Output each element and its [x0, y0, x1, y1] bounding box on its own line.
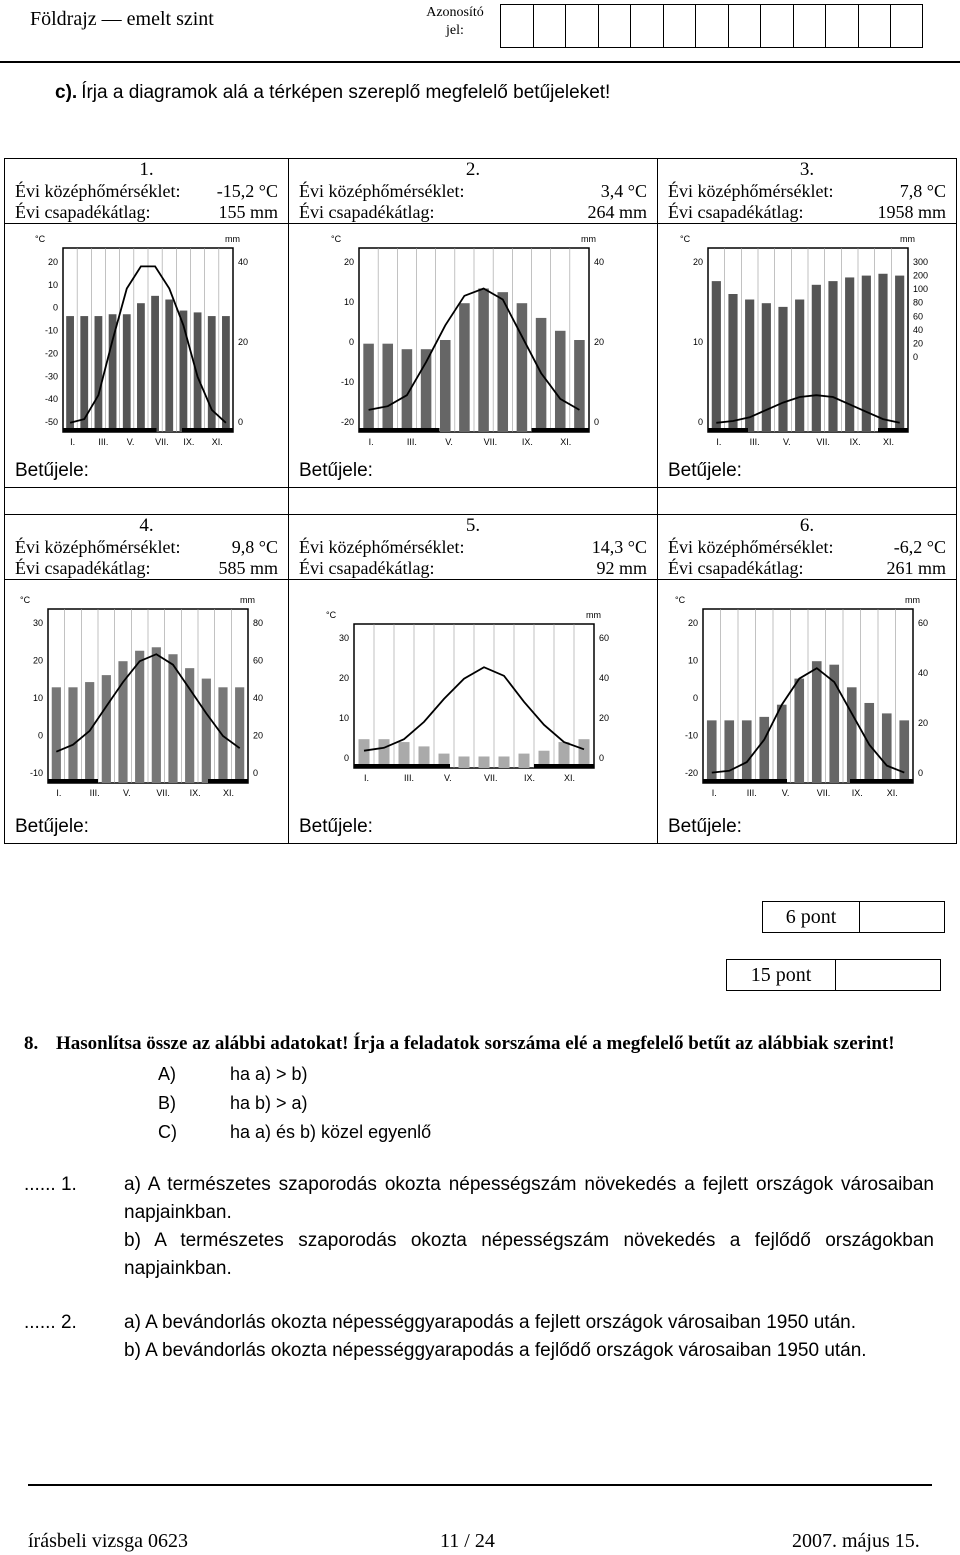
option-c: C) ha a) és b) közel egyenlő: [158, 1122, 432, 1142]
id-box[interactable]: [825, 4, 858, 48]
answer-slot-2[interactable]: ...... 2.: [24, 1312, 77, 1333]
temp-tick-label: 0: [348, 337, 354, 347]
precip-tick-label: 0: [599, 753, 605, 763]
month-label: VII.: [816, 788, 831, 798]
diagram-6-cell: [658, 580, 957, 811]
month-label: VII.: [484, 773, 498, 783]
diagram-4-header: 4. Évi középhőmérséklet: 9,8 °C Évi csapadékátlag: 585 mm: [5, 515, 289, 580]
frost-strip: [708, 428, 748, 432]
id-box[interactable]: [728, 4, 761, 48]
month-label: VII.: [483, 437, 498, 447]
precip-bar: [497, 292, 508, 432]
precip-bar: [762, 303, 771, 432]
temp-tick-label: 0: [692, 693, 698, 703]
climate-diagram-1: [27, 224, 267, 454]
month-label: III.: [97, 437, 108, 447]
diagram-6-header: 6. Évi középhőmérséklet: -6,2 °C Évi csapadékátlag: 261 mm: [658, 515, 957, 580]
temp-tick-label: 0: [52, 302, 58, 313]
precip-tick-label: 100: [913, 284, 929, 295]
climate-diagram-2: [323, 224, 623, 454]
month-label: I.: [711, 788, 717, 798]
letter-field-3[interactable]: Betűjele:: [658, 454, 957, 488]
month-label: VII.: [155, 788, 170, 798]
header-title: Földrajz — emelt szint: [30, 8, 214, 30]
temp-tick-label: 30: [338, 633, 349, 643]
precip-bar: [363, 344, 374, 432]
id-box[interactable]: [695, 4, 728, 48]
month-label: IX.: [849, 437, 861, 447]
temp-tick-label: 10: [343, 297, 354, 307]
precip-bar: [517, 303, 528, 432]
temp-tick-label: 20: [692, 257, 703, 267]
diagram-5-header: 5. Évi középhőmérséklet: 14,3 °C Évi csapadékátlag: 92 mm: [289, 515, 658, 580]
temp-tick-label: 0: [697, 417, 703, 427]
footer-divider: [28, 1484, 932, 1486]
month-label: XI.: [560, 437, 572, 447]
precip-tick-label: 0: [237, 417, 243, 427]
precip-bar: [878, 274, 887, 432]
precip-bar: [795, 300, 804, 432]
month-label: XI.: [222, 788, 234, 798]
month-label: III.: [89, 788, 100, 798]
precip-bar: [151, 647, 160, 783]
task-c-instruction: c). Írja a diagramok alá a térképen szereplő megfelelő betűjeleket!: [55, 82, 611, 103]
precip-bar: [179, 311, 187, 432]
climate-diagram-4: [12, 585, 282, 805]
item-2: ...... 2. a) A bevándorlás okozta népességgyarapodás a fejlett országok városaiban 1950 után. b) A bevándorlás okozta népességgyarapodás a fejlődő országok városaiban 1950 után.: [24, 1309, 934, 1365]
precip-bar: [812, 285, 821, 432]
precip-bar: [828, 281, 837, 432]
month-label: I.: [69, 437, 75, 447]
precip-bar: [478, 288, 489, 432]
precip-bar: [899, 720, 909, 783]
temp-tick-label: 20: [338, 673, 349, 683]
precip-tick-label: 20: [913, 338, 924, 349]
precip-bar: [440, 340, 451, 432]
climate-diagram-table: [4, 158, 957, 844]
frost-strip: [354, 764, 450, 768]
month-label: I.: [716, 437, 722, 447]
temp-tick-label: 10: [32, 693, 43, 703]
temp-tick-label: -20: [340, 417, 354, 427]
item-1: ...... 1. a) A természetes szaporodás okozta népességszám növekedés a fejlett országok városaiban napjainkban. b) A természetes szaporodás okozta népességszám növekedés a fejlődő országokban napjainkban.: [24, 1171, 934, 1283]
month-label: III.: [404, 773, 415, 783]
frost-strip: [703, 779, 787, 783]
temp-tick-label: 10: [338, 713, 349, 723]
month-label: IX.: [521, 437, 533, 447]
id-input-boxes[interactable]: [500, 4, 923, 48]
frost-strip: [208, 779, 248, 783]
score-part-field[interactable]: [860, 902, 945, 933]
temp-tick-label: -10: [684, 730, 698, 741]
temp-tick-label: 0: [37, 730, 43, 741]
precip-bar: [201, 679, 210, 783]
precip-bar: [794, 679, 804, 783]
precip-bar: [122, 314, 130, 432]
precip-bar: [847, 687, 857, 783]
id-box[interactable]: [793, 4, 826, 48]
precip-tick-label: 60: [599, 633, 610, 643]
month-label: IX.: [189, 788, 201, 798]
precip-tick-label: 80: [913, 297, 924, 308]
precip-tick-label: 60: [918, 618, 929, 628]
id-box[interactable]: [598, 4, 631, 48]
temp-tick-label: -30: [44, 371, 58, 382]
precip-tick-label: 0: [252, 768, 258, 778]
month-label: III.: [406, 437, 417, 447]
score-box-total: [726, 959, 941, 991]
climate-diagram-6: [667, 585, 947, 805]
precip-tick-label: 40: [599, 673, 610, 683]
diagram-3-cell: [658, 224, 957, 455]
frost-strip: [63, 428, 157, 432]
month-label: VII.: [154, 437, 169, 447]
precip-bar: [193, 312, 201, 432]
precip-bar: [94, 316, 102, 432]
question-title: Hasonlítsa össze az alábbi adatokat! Írja a feladatok sorszáma elé a megfelelő betűt az alábbiak szerint!: [56, 1033, 895, 1054]
letter-field-1[interactable]: Betűjele:: [5, 454, 289, 488]
month-label: V.: [444, 773, 452, 783]
id-box[interactable]: [500, 4, 533, 48]
precip-bar: [812, 661, 822, 783]
month-label: V.: [783, 437, 791, 447]
temp-tick-label: 20: [32, 655, 43, 666]
precip-bar: [759, 717, 769, 783]
precip-bar: [222, 316, 230, 432]
month-label: III.: [746, 788, 757, 798]
frost-strip: [532, 428, 590, 432]
precip-unit-label: mm: [239, 595, 255, 605]
temp-tick-label: -20: [44, 348, 58, 359]
month-label: III.: [749, 437, 760, 447]
score-box-part: [762, 901, 945, 933]
precip-tick-label: 60: [252, 655, 263, 666]
precip-tick-label: 20: [237, 337, 248, 347]
month-label: XI.: [886, 788, 898, 798]
id-box[interactable]: [533, 4, 566, 48]
precip-bar: [379, 739, 390, 768]
month-label: XI.: [564, 773, 576, 783]
temp-tick-label: -40: [44, 394, 58, 405]
temp-tick-label: 20: [687, 618, 698, 628]
precip-tick-label: 40: [913, 324, 924, 335]
diagram-2-header: 2. Évi középhőmérséklet: 3,4 °C Évi csapadékátlag: 264 mm: [289, 159, 658, 224]
diagram-1-cell: [5, 224, 289, 455]
temp-tick-label: 20: [343, 257, 354, 267]
temp-tick-label: 10: [47, 279, 58, 290]
frost-strip: [878, 428, 908, 432]
id-box[interactable]: [890, 4, 923, 48]
precip-bar: [707, 720, 717, 783]
precip-bar: [895, 276, 904, 432]
temp-unit-label: °C: [331, 234, 342, 244]
precip-bar: [499, 756, 510, 768]
temp-tick-label: 20: [47, 257, 58, 267]
id-box[interactable]: [565, 4, 598, 48]
month-label: I.: [364, 773, 370, 783]
precip-tick-label: 40: [237, 257, 248, 267]
precip-bar: [777, 705, 787, 783]
score-part-label: 6 pont: [763, 902, 860, 933]
precip-tick-label: 0: [913, 352, 919, 362]
temp-unit-label: °C: [19, 595, 30, 605]
header-divider: [0, 61, 960, 63]
option-b: B) ha b) > a): [158, 1093, 308, 1113]
precip-tick-label: 40: [594, 257, 605, 267]
precip-bar: [574, 340, 585, 432]
precip-unit-label: mm: [581, 234, 596, 244]
precip-bar: [536, 318, 547, 432]
id-label: Azonosító jel:: [426, 5, 484, 38]
precip-tick-label: 20: [599, 713, 610, 723]
precip-bar: [168, 654, 177, 783]
precip-bar: [459, 303, 470, 432]
frost-strip: [850, 779, 913, 783]
precip-tick-label: 0: [594, 417, 600, 427]
frost-strip: [48, 779, 98, 783]
precip-bar: [165, 300, 173, 432]
precip-unit-label: mm: [586, 610, 601, 620]
footer-exam: írásbeli vizsga 0623: [28, 1530, 188, 1552]
precip-bar: [712, 281, 721, 432]
id-box[interactable]: [630, 4, 663, 48]
precip-bar: [555, 331, 566, 432]
precip-bar: [235, 687, 244, 783]
precip-tick-label: 300: [913, 257, 929, 267]
precip-bar: [519, 754, 530, 768]
precip-tick-label: 60: [913, 311, 924, 322]
month-label: XI.: [883, 437, 895, 447]
precip-bar: [207, 316, 215, 432]
month-label: VII.: [816, 437, 830, 447]
precip-tick-label: 20: [594, 337, 605, 347]
precip-tick-label: 20: [252, 730, 263, 741]
id-box[interactable]: [663, 4, 696, 48]
precip-bar: [135, 651, 144, 783]
diagram-2-cell: [289, 224, 658, 455]
temp-tick-label: -50: [44, 417, 58, 427]
month-label: I.: [55, 788, 61, 798]
precip-bar: [882, 713, 892, 783]
frost-strip: [359, 428, 440, 432]
precip-bar: [151, 296, 159, 432]
letter-field-2[interactable]: Betűjele:: [289, 454, 658, 488]
temp-tick-label: -10: [29, 768, 43, 778]
precip-bar: [66, 316, 74, 432]
precip-tick-label: 80: [252, 618, 263, 628]
precip-tick-label: 40: [252, 693, 263, 703]
precip-bar: [845, 277, 854, 432]
frost-strip: [182, 428, 233, 432]
month-label: XI.: [211, 437, 223, 447]
precip-tick-label: 0: [918, 768, 924, 778]
temp-tick-label: 0: [343, 753, 349, 763]
precip-bar: [778, 307, 787, 432]
diagram-4-cell: [5, 580, 289, 811]
month-label: IX.: [524, 773, 536, 783]
diagram-1-header: 1. Évi középhőmérséklet: -15,2 °C Évi csapadékátlag: 155 mm: [5, 159, 289, 224]
month-label: I.: [368, 437, 374, 447]
precip-bar: [745, 300, 754, 432]
precip-tick-label: 40: [918, 668, 929, 678]
precip-bar: [51, 687, 60, 783]
precip-bar: [579, 739, 590, 768]
precip-bar: [479, 756, 490, 768]
precip-bar: [862, 276, 871, 432]
precip-bar: [728, 294, 737, 432]
climate-diagram-5: [318, 600, 628, 790]
precip-tick-label: 200: [913, 270, 929, 281]
precip-unit-label: mm: [900, 234, 915, 244]
temp-tick-label: -10: [340, 377, 354, 387]
precip-bar: [359, 739, 370, 768]
letter-field-5[interactable]: Betűjele:: [289, 810, 658, 844]
temp-unit-label: °C: [680, 234, 691, 244]
id-box[interactable]: [858, 4, 891, 48]
precip-unit-label: mm: [224, 234, 240, 244]
diagram-3-header: 3. Évi középhőmérséklet: 7,8 °C Évi csapadékátlag: 1958 mm: [658, 159, 957, 224]
letter-field-6[interactable]: Betűjele:: [658, 810, 957, 844]
precip-bar: [101, 675, 110, 783]
temp-tick-label: -20: [684, 768, 698, 778]
diagram-5-cell: [289, 580, 658, 811]
precip-bar: [382, 344, 393, 432]
temp-tick-label: 10: [692, 337, 703, 347]
footer-date: 2007. május 15.: [792, 1530, 920, 1552]
month-label: V.: [781, 788, 790, 798]
temp-unit-label: °C: [34, 234, 45, 244]
question-8: [24, 1030, 934, 1365]
temp-unit-label: °C: [326, 610, 337, 620]
precip-bar: [724, 720, 734, 783]
precip-unit-label: mm: [905, 595, 920, 605]
temp-tick-label: 10: [687, 655, 698, 666]
precip-bar: [742, 720, 752, 783]
score-total-label: 15 pont: [727, 960, 836, 991]
id-box[interactable]: [760, 4, 793, 48]
precip-tick-label: 20: [918, 718, 929, 728]
temp-tick-label: -10: [44, 325, 58, 336]
month-label: V.: [122, 788, 131, 798]
precip-bar: [459, 756, 470, 768]
precip-bar: [68, 687, 77, 783]
footer-page: 11 / 24: [440, 1530, 495, 1552]
temp-unit-label: °C: [675, 595, 686, 605]
month-label: IX.: [182, 437, 194, 447]
month-label: IX.: [851, 788, 863, 798]
answer-slot-1[interactable]: ...... 1.: [24, 1174, 77, 1195]
temp-tick-label: 30: [32, 618, 43, 628]
letter-field-4[interactable]: Betűjele:: [5, 810, 289, 844]
precip-bar: [137, 303, 145, 432]
month-label: V.: [445, 437, 453, 447]
question-number: 8.: [24, 1033, 39, 1054]
score-total-field[interactable]: [836, 960, 941, 991]
option-a: A) ha a) > b): [158, 1064, 308, 1084]
month-label: V.: [126, 437, 134, 447]
climate-diagram-3: [672, 224, 942, 454]
frost-strip: [534, 764, 594, 768]
